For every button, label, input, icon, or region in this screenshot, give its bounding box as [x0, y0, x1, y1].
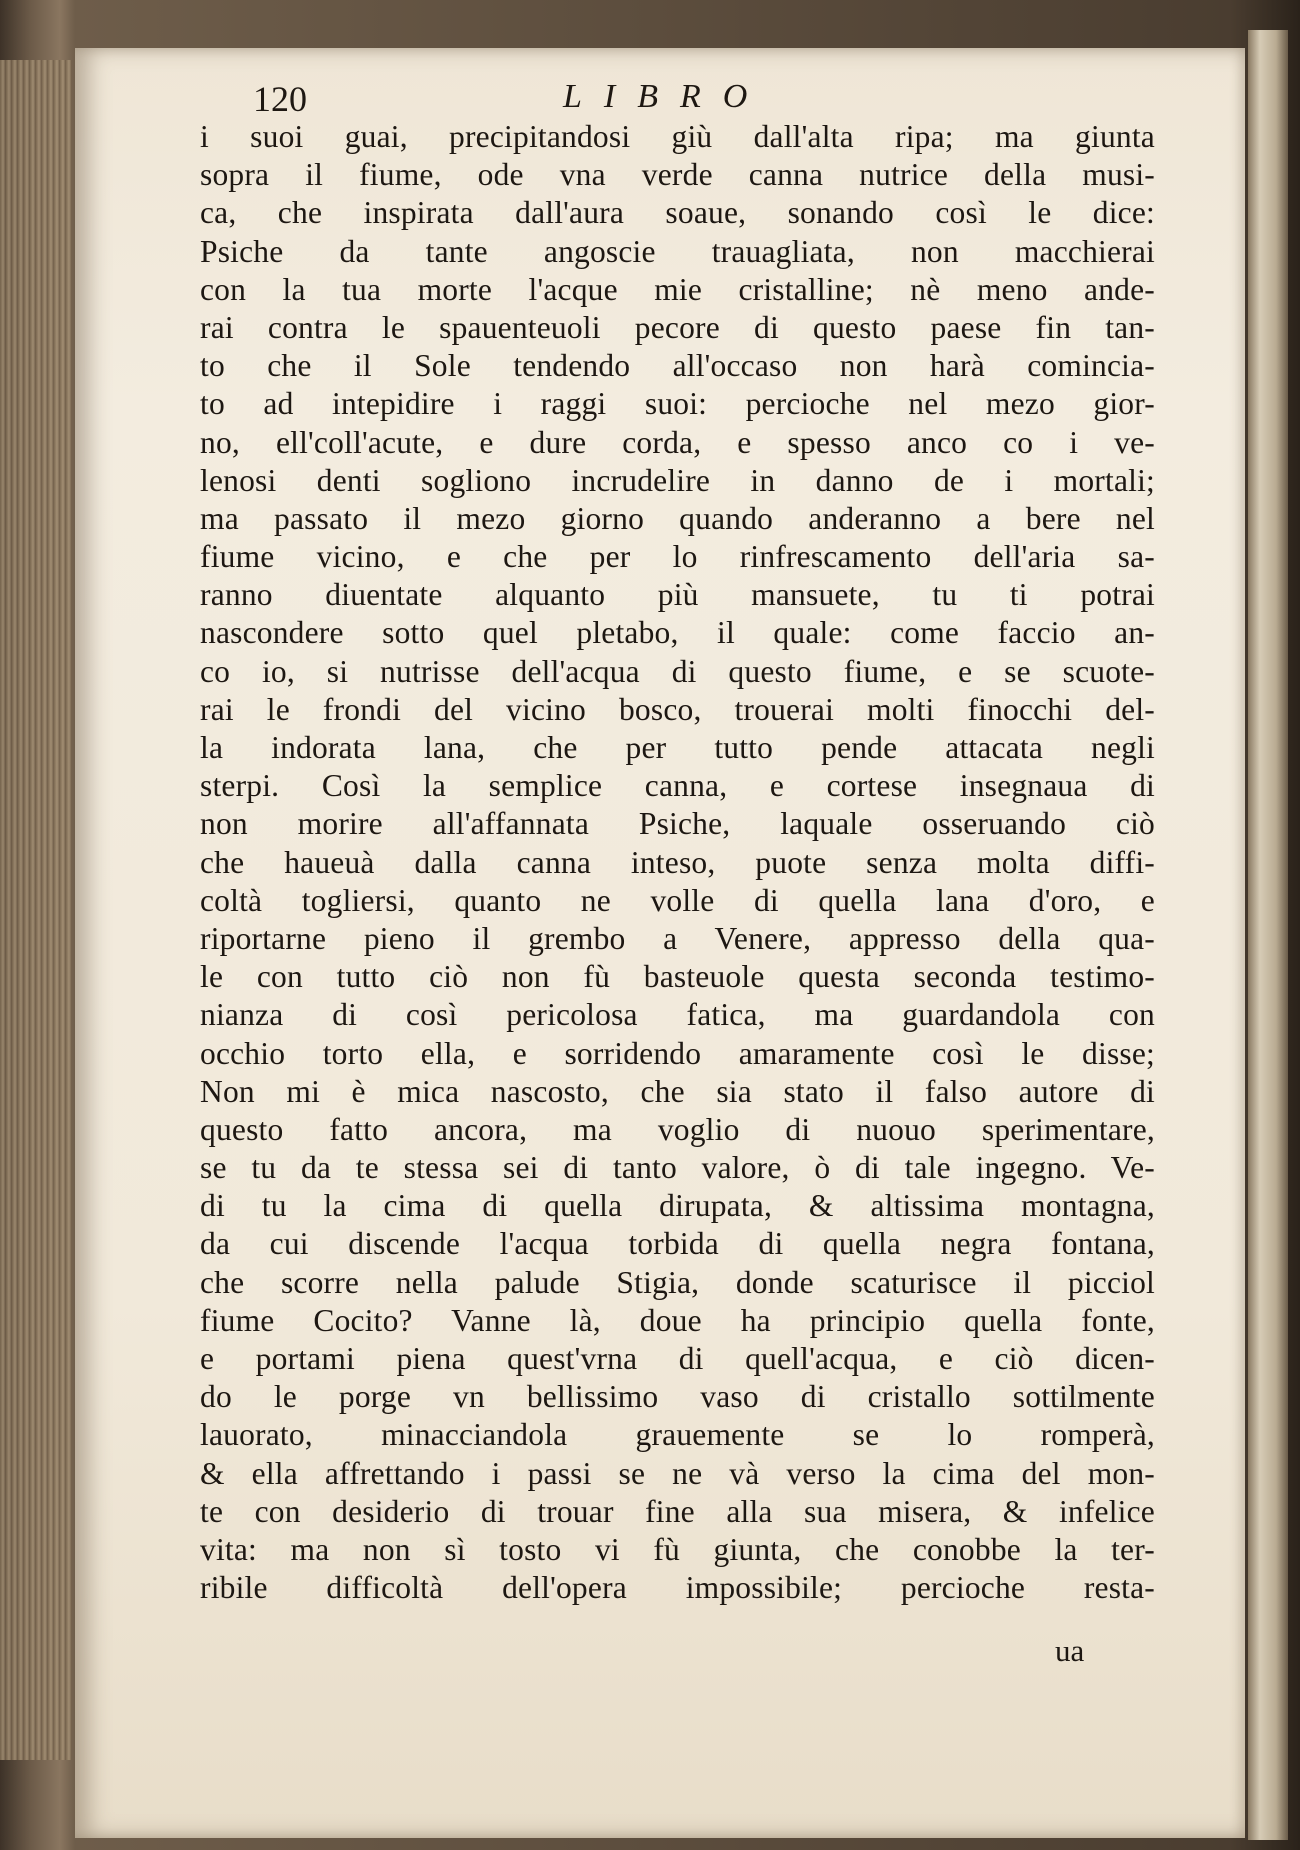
text-line: e portami piena quest'vrna di quell'acqua, e ciò dicen-	[200, 1341, 1155, 1376]
text-line: fiume Cocito? Vanne là, doue ha principio quella fonte,	[200, 1302, 1155, 1338]
text-line: rai contra le spauenteuoli pecore di questo paese fin tan-	[200, 309, 1155, 345]
text-line: se tu da te stessa sei di tanto valore, ò di tale ingegno. Ve-	[200, 1150, 1155, 1186]
text-line: ranno diuentate alquanto più mansuete, tu ti potrai	[200, 577, 1155, 613]
text-line: vita: ma non sì tosto vi fù giunta, che conobbe la ter-	[200, 1531, 1155, 1567]
text-line: co io, si nutrisse dell'acqua di questo fiume, e se scuote-	[200, 653, 1155, 689]
text-line: questo fatto ancora, ma voglio di nuouo sperimentare,	[200, 1111, 1155, 1147]
page-edges-left	[0, 60, 72, 1760]
text-line: te con desiderio di trouar fine alla sua misera, & infelice	[200, 1493, 1155, 1529]
text-line: to che il Sole tendendo all'occaso non harà comincia-	[200, 348, 1155, 384]
text-line: ca, che inspirata dall'aura soaue, sonando così le dice:	[200, 195, 1155, 231]
text-line: Psiche da tante angoscie trauagliata, non macchierai	[200, 233, 1155, 269]
text-line: nianza di così pericolosa fatica, ma guardandola con	[200, 997, 1155, 1033]
running-head: LIBRO	[563, 78, 770, 115]
text-line: do le porge vn bellissimo vaso di cristallo sottilmente	[200, 1379, 1155, 1415]
text-line: da cui discende l'acqua torbida di quella negra fontana,	[200, 1226, 1155, 1262]
text-line: che haueuà dalla canna inteso, puote senza molta diffi-	[200, 844, 1155, 880]
text-line: fiume vicino, e che per lo rinfrescamento dell'aria sa-	[200, 539, 1155, 575]
page-number: 120	[253, 79, 307, 119]
text-line: sopra il fiume, ode vna verde canna nutrice della musi-	[200, 157, 1155, 193]
text-line: nascondere sotto quel pletabo, il quale: come faccio an-	[200, 615, 1155, 651]
text-line: ma passato il mezo giorno quando anderanno a bere nel	[200, 500, 1155, 536]
text-line: di tu la cima di quella dirupata, & altissima montagna,	[200, 1188, 1155, 1224]
text-line: occhio torto ella, e sorridendo amaramente così le disse;	[200, 1035, 1155, 1071]
text-line: Non mi è mica nascosto, che sia stato il falso autore di	[200, 1073, 1155, 1109]
page-edge-right	[1248, 30, 1288, 1840]
text-line: lenosi denti sogliono incrudelire in danno de i mortali;	[200, 462, 1155, 498]
text-line: lauorato, minacciandola grauemente se lo romperà,	[200, 1417, 1155, 1453]
text-line: che scorre nella palude Stigia, donde scaturisce il picciol	[200, 1264, 1155, 1300]
text-line: ribile difficoltà dell'opera impossibile; percioche resta-	[200, 1570, 1155, 1606]
text-line: no, ell'coll'acute, e dure corda, e spesso anco co i ve-	[200, 424, 1155, 460]
text-line: sterpi. Così la semplice canna, e cortese insegnaua di	[200, 768, 1155, 804]
body-text	[200, 118, 1155, 1607]
text-line: non morire all'affannata Psiche, laquale osseruando ciò	[200, 806, 1155, 842]
page-header	[253, 78, 853, 118]
text-line: riportarne pieno il grembo a Venere, appresso della qua-	[200, 920, 1155, 956]
text-line: & ella affrettando i passi se ne và verso la cima del mon-	[200, 1455, 1155, 1491]
text-line: le con tutto ciò non fù basteuole questa seconda testimo-	[200, 959, 1155, 995]
text-line: la indorata lana, che per tutto pende attacata negli	[200, 730, 1155, 765]
text-line: coltà togliersi, quanto ne volle di quella lana d'oro, e	[200, 882, 1155, 918]
text-line: con la tua morte l'acque mie cristalline; nè meno ande-	[200, 271, 1155, 307]
text-line: i suoi guai, precipitandosi giù dall'alta ripa; ma giunta	[200, 119, 1155, 154]
text-line: rai le frondi del vicino bosco, trouerai molti finocchi del-	[200, 691, 1155, 727]
catchword: ua	[1055, 1633, 1085, 1668]
text-line: to ad intepidire i raggi suoi: percioche nel mezo gior-	[200, 386, 1155, 422]
